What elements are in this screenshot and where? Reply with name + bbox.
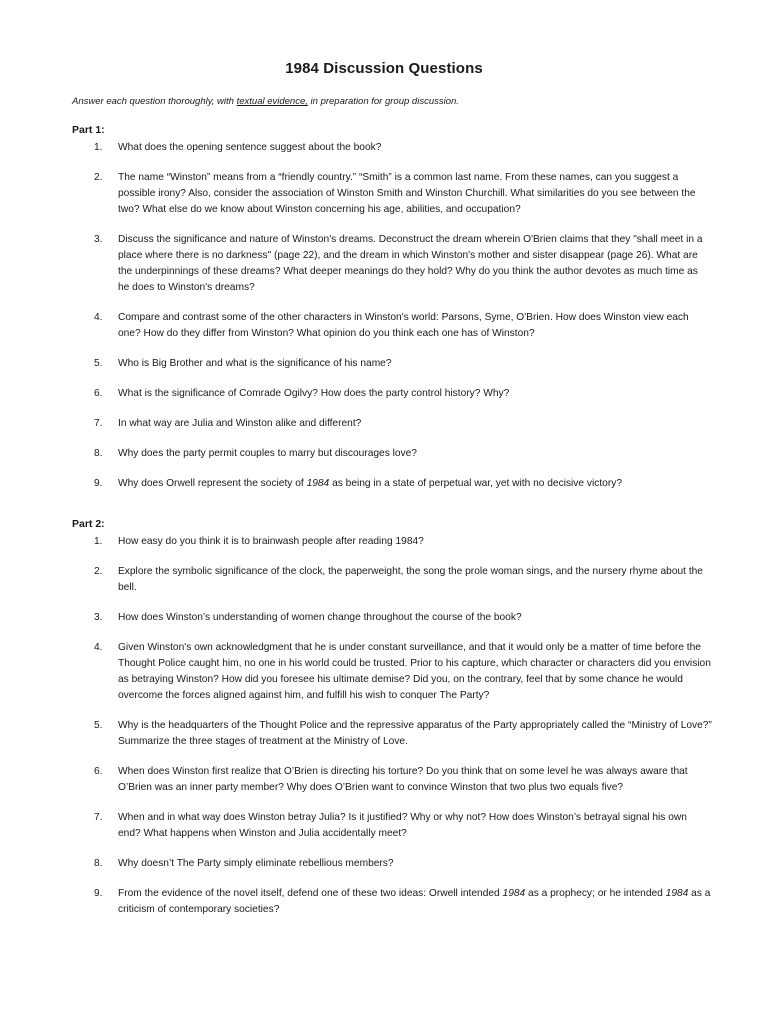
list-item: 1. How easy do you think it is to brainwash people after reading 1984? [94, 536, 424, 547]
list-item: 9. From the evidence of the novel itself, defend one of these two ideas: Orwell intended 1984 as a prophecy; or he intended 1984 as a criticism of contemporary societies? [94, 888, 711, 915]
list-item: 3. Discuss the significance and nature of Winston's dreams. Deconstruct the dream wherein O'Brien claims that they "shall meet in a place where there is no darkness" (page 22), and the dream in which Winston's mother and sister disappear (page 26). What are the underpinnings of these dreams? What deeper meanings do they hold? Why do you think the author devotes as much time as he does to Winston's dreams? [94, 234, 703, 293]
list-item: 1. What does the opening sentence suggest about the book? [94, 142, 382, 153]
part2-questions [72, 534, 712, 932]
list-item: 4. Given Winston's own acknowledgment that he is under constant surveillance, and that it would only be a matter of time before the Thought Police caught him, no one in his world could be trusted. Prior to his capture, which character or characters did you envision as betraying Winston? How did you foresee his ultimate demise? Did you, on the contrary, feel that by some chance he would overcome the forces aligned against him, and fulfill his wish to conquer The Party? [94, 642, 711, 701]
instructions: Answer each question thoroughly, with textual evidence, in preparation for group discussion. [72, 96, 459, 107]
underlined-phrase: textual evidence, [236, 96, 308, 107]
part1-heading: Part 1: [72, 124, 105, 136]
list-item: 8. Why does the party permit couples to marry but discourages love? [94, 448, 417, 459]
list-item: 6. What is the significance of Comrade Ogilvy? How does the party control history? Why? [94, 388, 510, 399]
list-item: 7. When and in what way does Winston betray Julia? Is it justified? Why or why not? How does Winston’s betrayal signal his own end? What happens when Winston and Julia accidentally meet? [94, 812, 687, 839]
list-item: 7. In what way are Julia and Winston alike and different? [94, 418, 362, 429]
list-item: 5. Why is the headquarters of the Thought Police and the repressive apparatus of the Party appropriately called the “Ministry of Love?” Summarize the three stages of treatment at the Ministry of Love. [94, 720, 712, 747]
list-item: 3. How does Winston’s understanding of women change throughout the course of the book? [94, 612, 522, 623]
list-item: 8. Why doesn’t The Party simply eliminate rebellious members? [94, 858, 394, 869]
list-item: 2. Explore the symbolic significance of the clock, the paperweight, the song the prole woman sings, and the nursery rhyme about the bell. [94, 566, 703, 593]
part1-questions [72, 140, 712, 506]
list-item: 2. The name “Winston” means from a “friendly country.” “Smith” is a common last name. From these names, can you suggest a possible irony? Also, consider the association of Winston Smith and Winston Churchill. What similarities do you see between the two? What else do we know about Winston concerning his age, abilities, and occupation? [94, 172, 696, 215]
part2-heading: Part 2: [72, 518, 105, 530]
list-item: 5. Who is Big Brother and what is the significance of his name? [94, 358, 392, 369]
list-item: 9. Why does Orwell represent the society of 1984 as being in a state of perpetual war, yet with no decisive victory? [94, 478, 622, 489]
page-title: 1984 Discussion Questions [285, 60, 483, 77]
list-item: 4. Compare and contrast some of the other characters in Winston's world: Parsons, Syme, O'Brien. How does Winston view each one? How do they differ from Winston? What opinion do you think each one has of Winston? [94, 312, 689, 339]
list-item: 6. When does Winston first realize that O’Brien is directing his torture? Do you think that on some level he was always aware that O’Brien was an inner party member? Why does O’Brien want to convince Winston that two plus two equals five? [94, 766, 688, 793]
